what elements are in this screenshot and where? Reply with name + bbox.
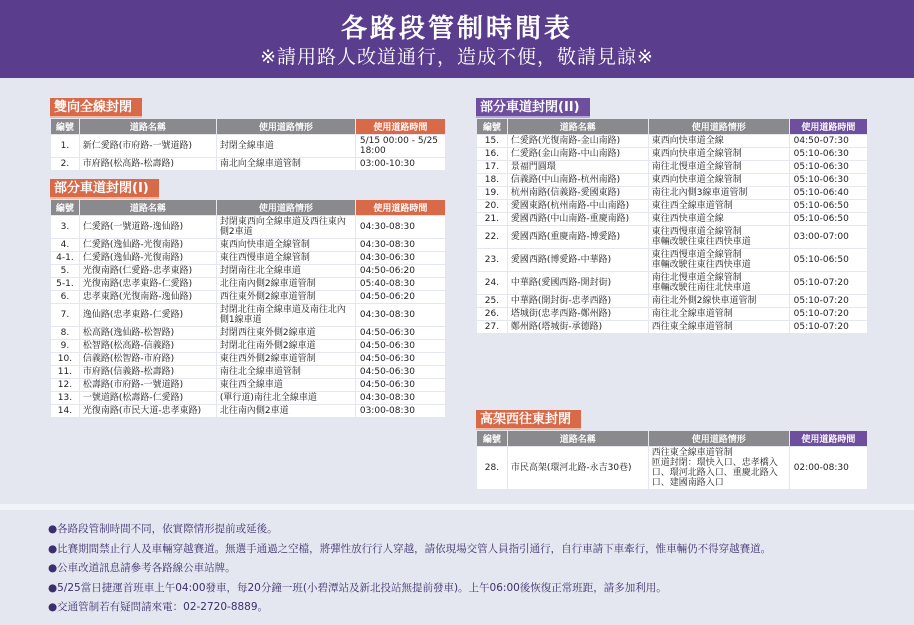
table-header-row (477, 431, 867, 446)
col-number-cell: 28. (477, 447, 507, 489)
col-road-cell: 光復南路(仁愛路-忠孝東路) (80, 265, 216, 277)
col-road-cell: 中華路(愛國西路-開封街) (508, 272, 648, 294)
col-usage-cell: 東往西慢車道全線管制 (217, 252, 355, 264)
col-time-cell: 05:10-07:20 (790, 295, 867, 307)
section-elevated (476, 408, 868, 490)
col-time-cell: 05:40-08:30 (356, 278, 445, 290)
col-road-cell: 松高路(逸仙路-松智路) (80, 327, 216, 339)
col-time-cell: 04:30-06:30 (356, 252, 445, 264)
col-usage-cell: 南往北慢車道全線管制 (649, 161, 789, 173)
col-usage-cell: 東西向快車道全線 (649, 135, 789, 147)
col-time-cell: 03:00-08:30 (356, 405, 445, 417)
col-usage-cell: 東西向快車道全線管制 (649, 174, 789, 186)
col-time-cell: 04:50-07:30 (790, 135, 867, 147)
col-time-cell: 04:50-06:30 (356, 353, 445, 365)
section-full-closure (50, 96, 446, 171)
table-row (51, 366, 445, 378)
col-number-cell: 26. (477, 308, 507, 320)
table-row (477, 295, 867, 307)
note-item: ●5/25當日捷運首班車上午04:00發車，每20分鐘一班(小碧潭站及新北投站無提前發車)。上午06:00後恢復正常班距，請多加利用。 (48, 581, 667, 594)
col-number-cell: 7. (51, 304, 79, 326)
col-time-cell: 05:10-06:50 (790, 200, 867, 212)
col-number-cell: 21. (477, 213, 507, 225)
col-time-cell: 5/15 00:00 - 5/25 18:00 (356, 135, 445, 157)
col-number-cell: 15. (477, 135, 507, 147)
col-road-cell: 仁愛路(逸仙路-光復南路) (80, 239, 216, 251)
col-number-header: 編號 (477, 431, 507, 446)
col-number-cell: 22. (477, 226, 507, 248)
table-row (51, 327, 445, 339)
table-row (51, 291, 445, 303)
col-usage-cell: 南往北內側3線車道管制 (649, 187, 789, 199)
page-header (0, 0, 914, 78)
col-time-cell: 05:10-07:20 (790, 308, 867, 320)
schedule-panel (0, 78, 914, 504)
table-row (477, 200, 867, 212)
col-time-cell: 05:10-07:20 (790, 272, 867, 294)
col-time-cell: 05:10-06:30 (790, 148, 867, 160)
col-number-cell: 2. (51, 158, 79, 170)
table-row (477, 272, 867, 294)
col-time-cell: 05:10-06:30 (790, 161, 867, 173)
col-road-cell: 仁愛路(光復南路-金山南路) (508, 135, 648, 147)
note-item: ●交通管制若有疑問請來電：02-2720-8889。 (48, 601, 269, 613)
section-partial-2 (476, 96, 868, 334)
col-road-cell: 鄭州路(塔城街-承德路) (508, 321, 648, 333)
col-usage-cell: 南往北全線車道管制 (217, 366, 355, 378)
col-time-cell: 03:00-10:30 (356, 158, 445, 170)
col-time-cell: 04:50-06:30 (356, 327, 445, 339)
col-time-header: 使用道路時間 (790, 119, 867, 134)
col-number-cell: 5. (51, 265, 79, 277)
col-time-cell: 04:30-08:30 (356, 392, 445, 404)
col-road-cell: 仁愛路(一號道路-逸仙路) (80, 216, 216, 238)
col-time-cell: 05:10-06:50 (790, 249, 867, 271)
col-time-cell: 04:30-08:30 (356, 239, 445, 251)
col-time-cell: 05:10-07:20 (790, 321, 867, 333)
col-number-cell: 17. (477, 161, 507, 173)
col-road-cell: 逸仙路(忠孝東路-仁愛路) (80, 304, 216, 326)
col-usage-cell: 封閉北往南外側2線車道 (217, 340, 355, 352)
notes-panel (0, 504, 914, 625)
table-row (51, 304, 445, 326)
col-time-cell: 02:00-08:30 (790, 447, 867, 489)
page-title: 各路段管制時間表 (340, 14, 573, 44)
col-number-cell: 19. (477, 187, 507, 199)
table-row (477, 187, 867, 199)
col-number-cell: 12. (51, 379, 79, 391)
col-road-cell: 景福門圓環 (508, 161, 648, 173)
table-row (51, 278, 445, 290)
table-row (51, 239, 445, 251)
col-usage-cell: 西往東全線車道管制 (649, 321, 789, 333)
table-row (477, 308, 867, 320)
col-time-cell: 04:50-06:30 (356, 340, 445, 352)
col-number-cell: 27. (477, 321, 507, 333)
col-road-cell: 仁愛路(金山南路-中山南路) (508, 148, 648, 160)
col-road-header: 道路名稱 (508, 119, 648, 134)
table-row (477, 447, 867, 489)
col-usage-cell: 西往東外側2線車道管制 (217, 291, 355, 303)
col-usage-cell: 封閉南往北全線車道 (217, 265, 355, 277)
col-number-cell: 14. (51, 405, 79, 417)
col-usage-cell: 東往西慢車道全線管制 車輛改駛往東往西快車道 (649, 249, 789, 271)
col-usage-cell: 西往東全線車道管制 匝道封閉：環快入口、忠孝橋入口、環河北路入口、重慶北路入口、建國南路入口 (649, 447, 789, 489)
col-time-cell: 05:10-06:30 (790, 174, 867, 186)
col-road-cell: 市府路(信義路-松壽路) (80, 366, 216, 378)
col-road-cell: 一號道路(松壽路-仁愛路) (80, 392, 216, 404)
section-title: 高架西往東封閉 (476, 410, 581, 430)
col-usage-cell: 東往西外側2線車道管制 (217, 353, 355, 365)
col-number-cell: 1. (51, 135, 79, 157)
col-road-header: 道路名稱 (80, 200, 216, 215)
col-road-cell: 塔城街(忠孝西路-鄭州路) (508, 308, 648, 320)
col-usage-cell: 東往西慢車道全線管制 車輛改駛往東往西快車道 (649, 226, 789, 248)
table-row (477, 161, 867, 173)
col-time-cell: 05:10-06:40 (790, 187, 867, 199)
table-row (51, 216, 445, 238)
col-usage-cell: 北往南內側2車道 (217, 405, 355, 417)
col-time-cell: 04:50-06:30 (356, 379, 445, 391)
col-road-cell: 光復南路(市民大道-忠孝東路) (80, 405, 216, 417)
col-road-cell: 愛國西路(中山南路-重慶南路) (508, 213, 648, 225)
col-road-cell: 忠孝東路(光復南路-逸仙路) (80, 291, 216, 303)
col-time-cell: 04:50-06:30 (356, 366, 445, 378)
col-road-cell: 信義路(中山南路-杭州南路) (508, 174, 648, 186)
table-header-row (51, 200, 445, 215)
col-time-header: 使用道路時間 (356, 119, 445, 134)
col-road-cell: 杭州南路(信義路-愛國東路) (508, 187, 648, 199)
col-road-cell: 市府路(松高路-松壽路) (80, 158, 216, 170)
col-usage-cell: 封閉全線車道 (217, 135, 355, 157)
table-header-row (51, 119, 445, 134)
col-usage-cell: 封閉西往東外側2線車道 (217, 327, 355, 339)
schedule-table (476, 118, 868, 334)
col-number-cell: 11. (51, 366, 79, 378)
col-road-cell: 信義路(松智路-市府路) (80, 353, 216, 365)
col-usage-cell: 東往西全線車道管制 (649, 200, 789, 212)
col-time-cell: 04:50-06:20 (356, 265, 445, 277)
col-number-cell: 8. (51, 327, 79, 339)
table-header-row (477, 119, 867, 134)
col-time-cell: 04:30-08:30 (356, 216, 445, 238)
table-row (51, 340, 445, 352)
col-number-cell: 16. (477, 148, 507, 160)
col-time-cell: 05:10-06:50 (790, 213, 867, 225)
col-time-cell: 03:00-07:00 (790, 226, 867, 248)
table-row (477, 148, 867, 160)
col-time-cell: 04:30-08:30 (356, 304, 445, 326)
table-row (51, 252, 445, 264)
col-number-cell: 4-1. (51, 252, 79, 264)
col-number-header: 編號 (51, 119, 79, 134)
table-row (51, 379, 445, 391)
col-usage-header: 使用道路情形 (217, 119, 355, 134)
note-item: ●各路段管制時間不同，依實際情形提前或延後。 (48, 523, 278, 535)
col-road-cell: 光復南路(忠孝東路-仁愛路) (80, 278, 216, 290)
col-road-cell: 愛國西路(重慶南路-博愛路) (508, 226, 648, 248)
col-usage-cell: 南北向全線車道管制 (217, 158, 355, 170)
col-time-header: 使用道路時間 (790, 431, 867, 446)
col-usage-header: 使用道路情形 (217, 200, 355, 215)
col-number-cell: 10. (51, 353, 79, 365)
col-usage-cell: 東往西快車道全線 (649, 213, 789, 225)
col-number-cell: 13. (51, 392, 79, 404)
section-title: 雙向全線封閉 (50, 98, 142, 118)
table-row (477, 213, 867, 225)
table-row (51, 158, 445, 170)
col-usage-cell: 南往北慢車道全線管制 車輛改駛往南往北快車道 (649, 272, 789, 294)
col-road-header: 道路名稱 (80, 119, 216, 134)
col-number-cell: 9. (51, 340, 79, 352)
col-number-cell: 25. (477, 295, 507, 307)
col-usage-cell: 東往西全線車道 (217, 379, 355, 391)
col-usage-header: 使用道路情形 (649, 119, 789, 134)
table-row (477, 174, 867, 186)
col-number-cell: 4. (51, 239, 79, 251)
col-number-cell: 20. (477, 200, 507, 212)
table-row (477, 249, 867, 271)
table-row (51, 265, 445, 277)
col-number-cell: 3. (51, 216, 79, 238)
col-road-header: 道路名稱 (508, 431, 648, 446)
col-time-cell: 04:50-06:20 (356, 291, 445, 303)
col-road-cell: 仁愛路(逸仙路-光復南路) (80, 252, 216, 264)
col-number-cell: 5-1. (51, 278, 79, 290)
col-road-cell: 愛國西路(博愛路-中華路) (508, 249, 648, 271)
section-title: 部分車道封閉(I) (50, 179, 159, 199)
col-usage-cell: 南往北外側2線快車道管制 (649, 295, 789, 307)
schedule-table (50, 118, 446, 171)
section-title: 部分車道封閉(II) (476, 98, 590, 118)
col-number-cell: 18. (477, 174, 507, 186)
col-number-cell: 23. (477, 249, 507, 271)
col-road-cell: 松智路(松高路-信義路) (80, 340, 216, 352)
col-number-header: 編號 (477, 119, 507, 134)
schedule-table (50, 199, 446, 418)
note-item: ●公車改道訊息請參考各路線公車站牌。 (48, 562, 236, 574)
col-number-cell: 24. (477, 272, 507, 294)
col-usage-header: 使用道路情形 (649, 431, 789, 446)
table-row (51, 405, 445, 417)
col-number-header: 編號 (51, 200, 79, 215)
col-usage-cell: 東西向快車道全線管制 (649, 148, 789, 160)
col-usage-cell: 南往北全線車道管制 (649, 308, 789, 320)
table-row (51, 353, 445, 365)
col-road-cell: 新仁愛路(市府路-一號道路) (80, 135, 216, 157)
note-item: ●比賽期間禁止行人及車輛穿越賽道。無選手通過之空檔，將彈性放行行人穿越，請依現場交管人員指引通行，自行車請下車牽行，惟車輛仍不得穿越賽道。 (48, 542, 772, 555)
col-usage-cell: 東西向快車道全線管制 (217, 239, 355, 251)
section-partial-1 (50, 177, 446, 418)
schedule-table (476, 430, 868, 490)
col-road-cell: 中華路(開封街-忠孝西路) (508, 295, 648, 307)
col-number-cell: 6. (51, 291, 79, 303)
col-road-cell: 松壽路(市府路-一號道路) (80, 379, 216, 391)
col-usage-cell: 封閉北往南全線車道及南往北內側1線車道 (217, 304, 355, 326)
col-time-header: 使用道路時間 (356, 200, 445, 215)
table-row (51, 135, 445, 157)
col-road-cell: 市民高架(環河北路-永吉30巷) (508, 447, 648, 489)
col-usage-cell: 北往南內側2線車道管制 (217, 278, 355, 290)
table-row (477, 321, 867, 333)
table-row (477, 135, 867, 147)
table-row (51, 392, 445, 404)
col-usage-cell: 封閉東西向全線車道及西往東內側2車道 (217, 216, 355, 238)
col-usage-cell: (單行道)南往北全線車道 (217, 392, 355, 404)
col-road-cell: 愛國東路(杭州南路-中山南路) (508, 200, 648, 212)
table-row (477, 226, 867, 248)
page-subtitle: ※請用路人改道通行，造成不便，敬請見諒※ (260, 46, 654, 68)
